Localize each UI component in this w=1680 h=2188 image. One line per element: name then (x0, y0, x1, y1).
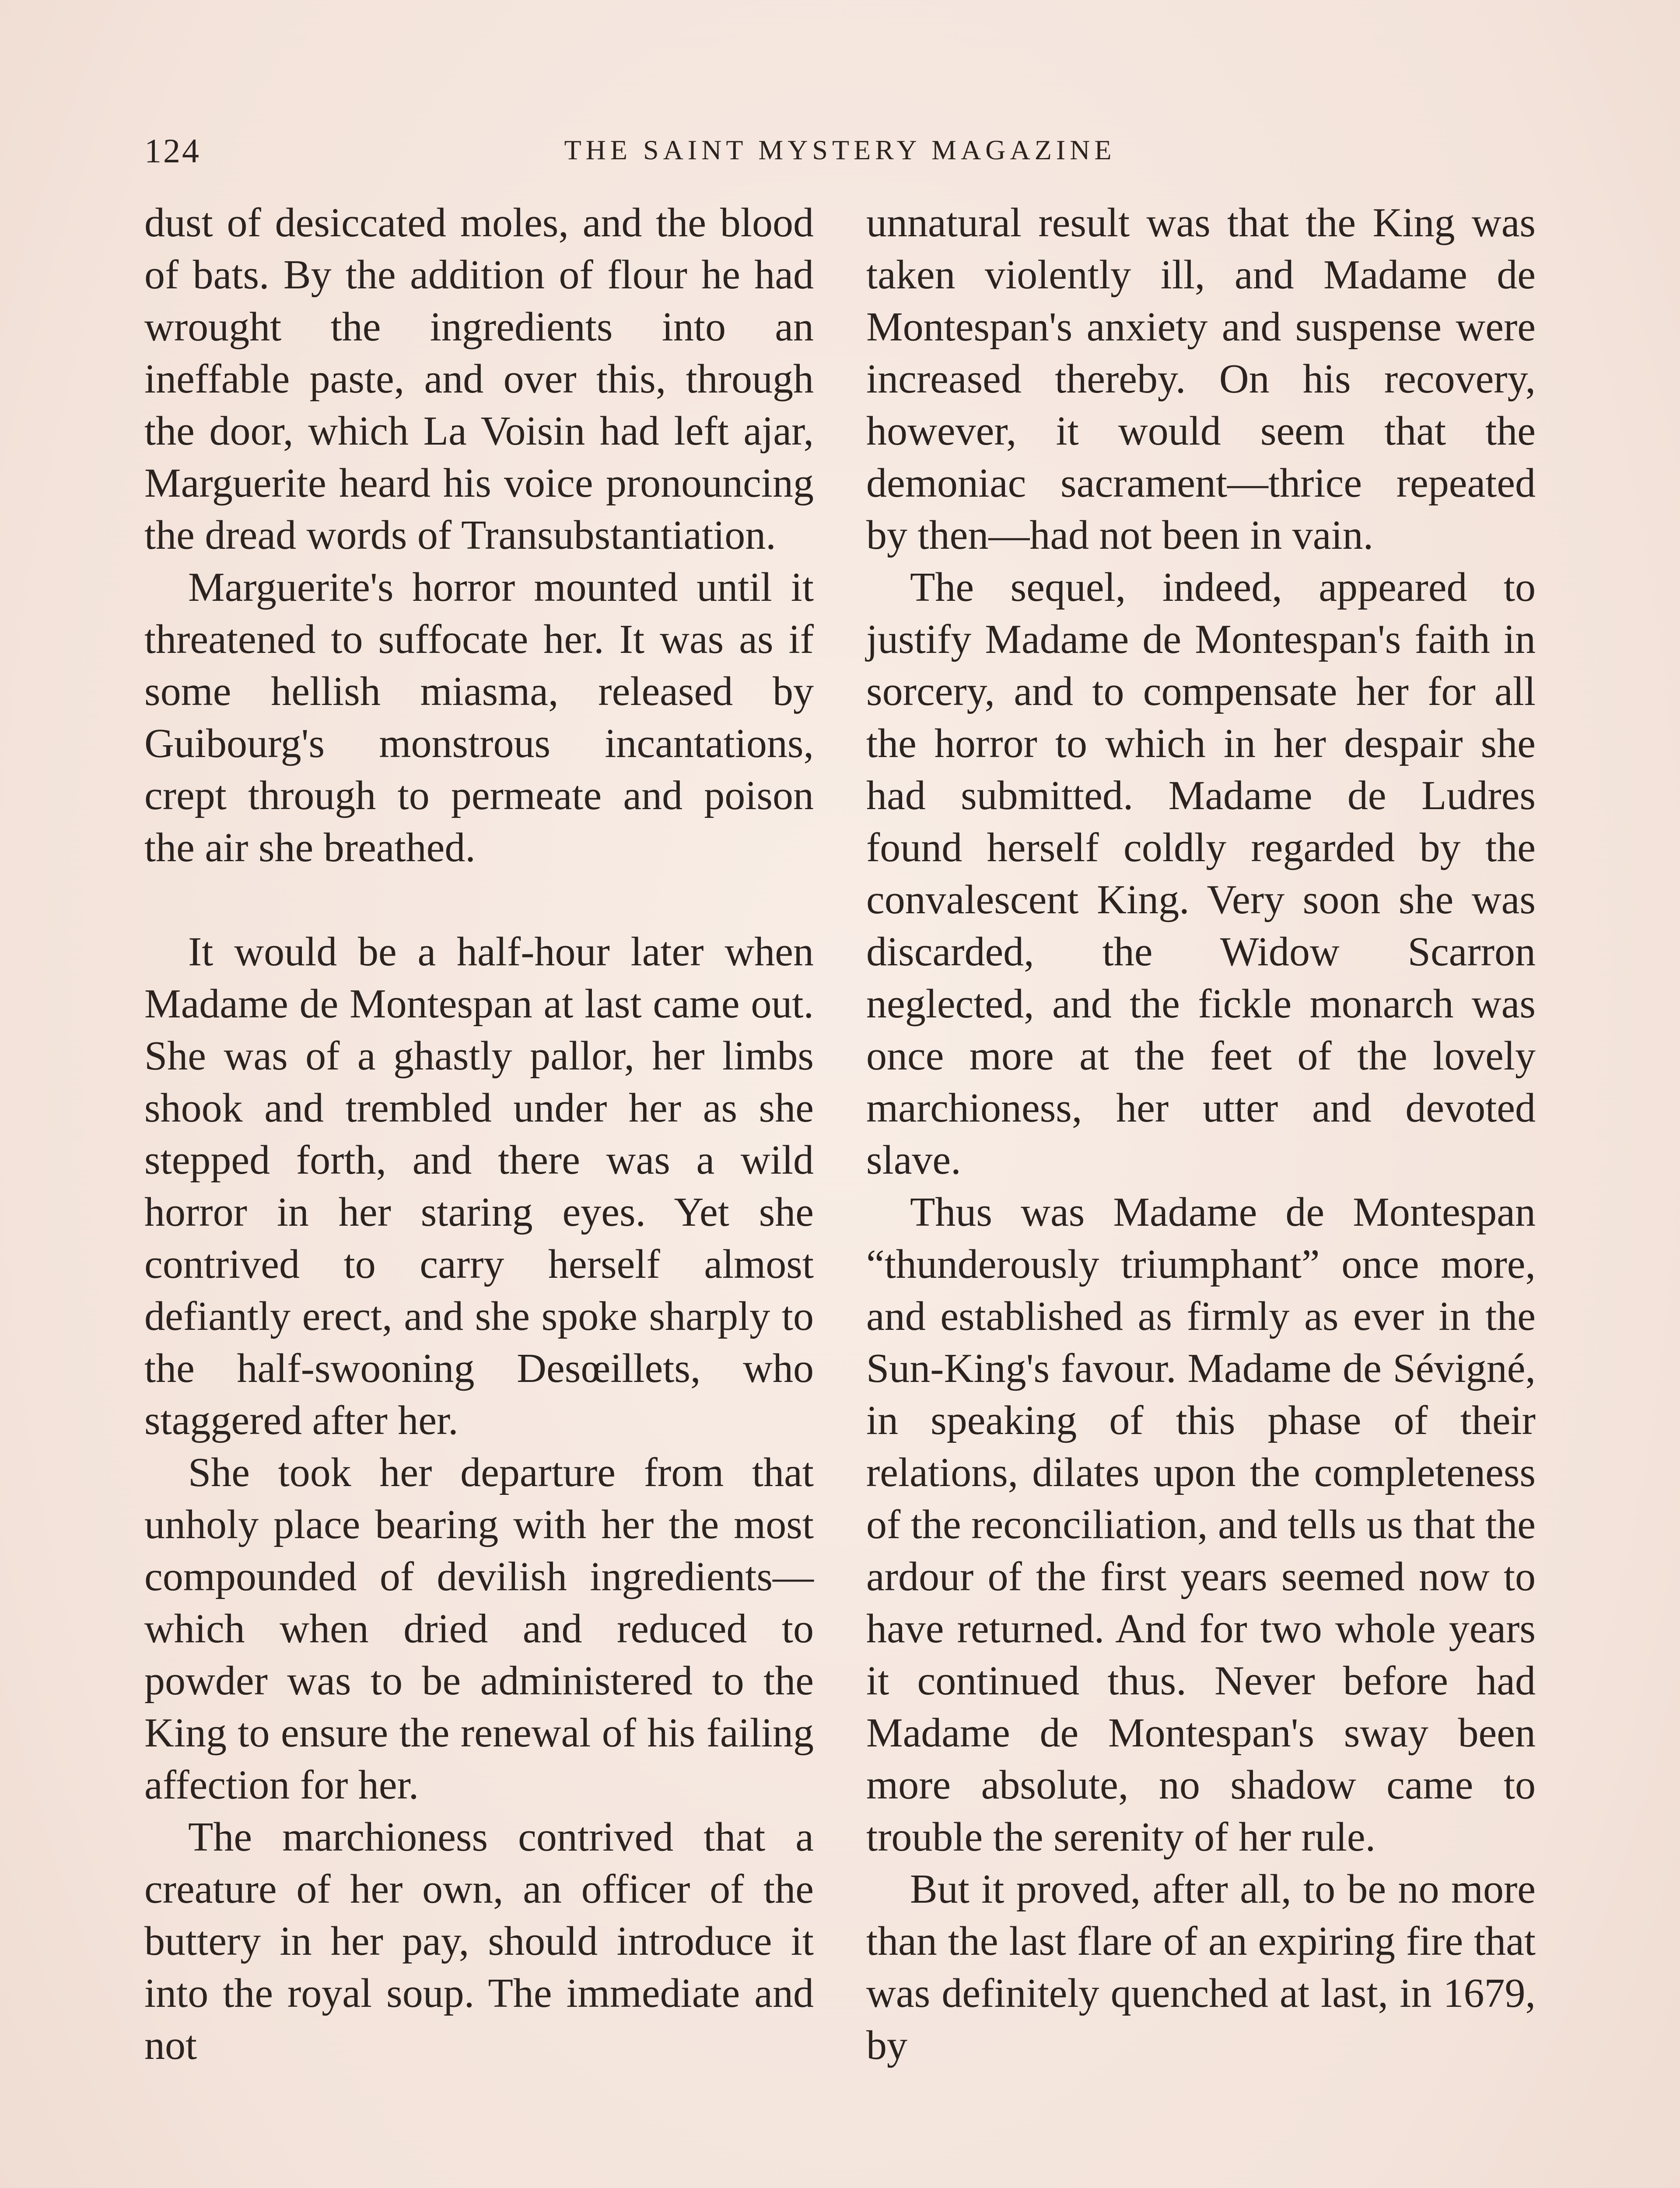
paragraph: The sequel, indeed, appeared to justify Madame de Montespan's faith in sorcery, and to compensate her for all the horror to which in her despair she had submitted. Madame de Ludres found herself coldly regarded by the convalescent King. Very soon she was discarded, the Widow Scarron neglected, and the fickle monarch was once more at the feet of the lovely marchioness, her utter and devoted slave. (866, 565, 1536, 1183)
paragraph: Marguerite's horror mounted until it threatened to suffocate her. It was as if some hellish miasma, released by Guibourg's monstrous incantations, crept through to permeate and poison the air she breathed. (144, 565, 814, 870)
paragraph: dust of desiccated moles, and the blood of bats. By the addition of flour he had wrought the ingredients into an ineffable paste, and over this, through the door, which La Voisin had left ajar, Marguerite heard his voice pronouncing the dread words of Transubstantiation. (144, 200, 814, 558)
paragraph: She took her departure from that unholy place bearing with her the most compounded of devilish ingredients—which when dried and reduced to powder was to be administered to the King to ensure the renewal of his failing affection for her. (144, 1450, 814, 1808)
text-columns (144, 197, 1536, 2188)
paragraph: But it proved, after all, to be no more than the last flare of an expiring fire that was definitely quenched at last, in 1679, by (866, 1866, 1536, 2068)
running-title: THE SAINT MYSTERY MAGAZINE (564, 134, 1116, 165)
paragraph: Thus was Madame de Montespan “thunderously triumphant” once more, and established as firmly as ever in the Sun-King's favour. Madame de Sévigné, in speaking of this phase of their relations, dilates upon the completeness of the reconciliation, and tells us that the ardour of the first years seemed now to have returned. And for two whole years it continued thus. Never before had Madame de Montespan's sway been more absolute, no shadow came to trouble the serenity of her rule. (866, 1189, 1536, 1860)
left-column (144, 197, 814, 2072)
right-column (866, 197, 1536, 2072)
paragraph: The marchioness contrived that a creature of her own, an officer of the buttery in her pay, should introduce it into the royal soup. The immediate and not (144, 1814, 814, 2068)
paragraph: unnatural result was that the King was taken violently ill, and Madame de Montespan's anxiety and suspense were increased thereby. On his recovery, however, it would seem that the demoniac sacrament—thrice repeated by then—had not been in vain. (866, 200, 1536, 558)
page-header (144, 131, 1536, 184)
paragraph: It would be a half-hour later when Madame de Montespan at last came out. She was of a ghastly pallor, her limbs shook and trembled under her as she stepped forth, and there was a wild horror in her staring eyes. Yet she contrived to carry herself almost defiantly erect, and she spoke sharply to the half-swooning Desœillets, who staggered after her. (144, 929, 814, 1443)
page-number: 124 (144, 132, 201, 170)
